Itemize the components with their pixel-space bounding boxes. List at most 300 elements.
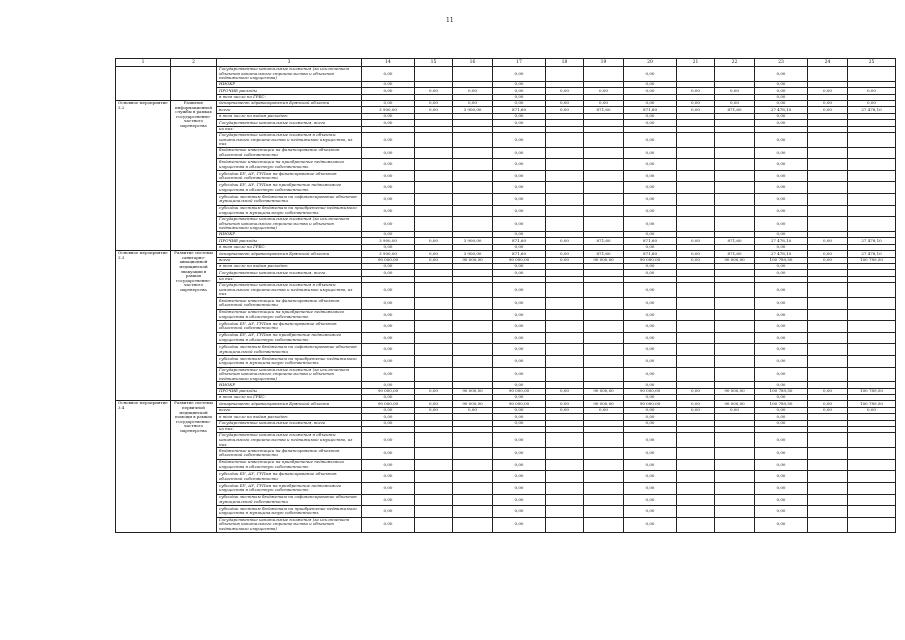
amount-cell bbox=[848, 506, 896, 518]
amount-cell: 0,00 bbox=[624, 170, 677, 182]
amount-cell: 90 000,00 bbox=[715, 388, 755, 394]
amount-cell: 0,00 bbox=[362, 147, 415, 159]
table-row bbox=[116, 355, 896, 367]
amount-cell bbox=[808, 355, 848, 367]
measure-code: Основное мероприятие 3.2 bbox=[116, 100, 171, 250]
amount-cell bbox=[808, 309, 848, 321]
amount-cell bbox=[546, 448, 584, 460]
amount-cell bbox=[808, 147, 848, 159]
amount-cell bbox=[584, 147, 624, 159]
amount-cell: 0,00 bbox=[493, 332, 546, 344]
expense-type-label: субсидии местным бюджетам на приобретение недвижимого имущества в муниципальную собственность bbox=[217, 506, 362, 518]
amount-cell bbox=[677, 205, 715, 217]
amount-cell bbox=[715, 517, 755, 532]
column-number: 19 bbox=[584, 59, 624, 67]
amount-cell bbox=[848, 517, 896, 532]
expense-type-label: всего bbox=[217, 257, 362, 263]
amount-cell: 0,00 bbox=[493, 297, 546, 309]
amount-cell: 0,00 bbox=[624, 113, 677, 119]
amount-cell: 0,00 bbox=[624, 448, 677, 460]
amount-cell bbox=[715, 433, 755, 448]
amount-cell: 90 000,00 bbox=[493, 388, 546, 394]
amount-cell bbox=[453, 459, 493, 471]
amount-cell: 0,00 bbox=[624, 414, 677, 420]
amount-cell: 871,60 bbox=[624, 107, 677, 113]
amount-cell: 0,00 bbox=[755, 459, 808, 471]
amount-cell bbox=[715, 482, 755, 494]
amount-cell: 0,00 bbox=[755, 270, 808, 276]
amount-cell: 0,00 bbox=[624, 100, 677, 106]
amount-cell: 0,00 bbox=[546, 238, 584, 244]
amount-cell bbox=[546, 494, 584, 506]
budget-table-sheet bbox=[115, 58, 896, 533]
amount-cell bbox=[715, 67, 755, 82]
amount-cell bbox=[546, 67, 584, 82]
amount-cell: 0,00 bbox=[493, 482, 546, 494]
amount-cell: 0,00 bbox=[362, 459, 415, 471]
amount-cell bbox=[808, 194, 848, 206]
amount-cell: 0,00 bbox=[808, 388, 848, 394]
table-row bbox=[116, 367, 896, 382]
amount-cell: 0,00 bbox=[362, 244, 415, 250]
amount-cell: 0,00 bbox=[755, 414, 808, 420]
amount-cell bbox=[677, 159, 715, 171]
column-number: 17 bbox=[493, 59, 546, 67]
amount-cell bbox=[584, 367, 624, 382]
amount-cell: 90 000,00 bbox=[624, 388, 677, 394]
amount-cell: 0,00 bbox=[362, 205, 415, 217]
amount-cell: 90 000,00 bbox=[493, 257, 546, 263]
column-number: 23 bbox=[755, 59, 808, 67]
amount-cell bbox=[584, 517, 624, 532]
measure-code: Основное мероприятие 3.3 bbox=[116, 251, 171, 401]
amount-cell: 0,00 bbox=[546, 107, 584, 113]
amount-cell: 100 789,50 bbox=[848, 401, 896, 407]
amount-cell: 871,60 bbox=[715, 107, 755, 113]
amount-cell: 0,00 bbox=[415, 107, 453, 113]
expense-type-label: в том числе по видам расходов: bbox=[217, 414, 362, 420]
amount-cell: 0,00 bbox=[362, 344, 415, 356]
amount-cell bbox=[453, 344, 493, 356]
amount-cell: 0,00 bbox=[755, 182, 808, 194]
amount-cell: 0,00 bbox=[493, 217, 546, 232]
amount-cell: 0,00 bbox=[624, 232, 677, 238]
amount-cell bbox=[848, 182, 896, 194]
column-number: 3 bbox=[217, 59, 362, 67]
amount-cell: 27 478,10 bbox=[755, 251, 808, 257]
amount-cell bbox=[848, 283, 896, 298]
amount-cell bbox=[584, 433, 624, 448]
table-row bbox=[116, 332, 896, 344]
expense-type-label: Государственные капитальные вложения (за исключением объектов капитального строительства и объектов недвижимого имущества) bbox=[217, 367, 362, 382]
expense-type-label: в том числе по видам расходов: bbox=[217, 113, 362, 119]
amount-cell: 0,00 bbox=[677, 401, 715, 407]
amount-cell bbox=[546, 471, 584, 483]
table-row bbox=[116, 309, 896, 321]
table-row bbox=[116, 459, 896, 471]
amount-cell bbox=[808, 67, 848, 82]
amount-cell: 871,60 bbox=[493, 251, 546, 257]
column-number: 24 bbox=[808, 59, 848, 67]
amount-cell: 0,00 bbox=[493, 367, 546, 382]
amount-cell bbox=[808, 433, 848, 448]
column-number: 16 bbox=[453, 59, 493, 67]
expense-type-label: бюджетные инвестиции на финансирование объектов областной собственности bbox=[217, 448, 362, 460]
amount-cell: 0,00 bbox=[415, 251, 453, 257]
amount-cell: 871,60 bbox=[624, 238, 677, 244]
amount-cell: 0,00 bbox=[755, 120, 808, 126]
amount-cell: 0,00 bbox=[755, 81, 808, 87]
amount-cell: 0,00 bbox=[755, 355, 808, 367]
amount-cell: 0,00 bbox=[848, 88, 896, 94]
amount-cell bbox=[808, 132, 848, 147]
amount-cell bbox=[453, 332, 493, 344]
amount-cell bbox=[415, 482, 453, 494]
amount-cell: 0,00 bbox=[755, 321, 808, 333]
amount-cell: 0,00 bbox=[755, 448, 808, 460]
amount-cell: 0,00 bbox=[755, 471, 808, 483]
amount-cell: 3 900,00 bbox=[362, 107, 415, 113]
amount-cell: 0,00 bbox=[755, 100, 808, 106]
amount-cell bbox=[584, 471, 624, 483]
amount-cell: 0,00 bbox=[362, 414, 415, 420]
amount-cell bbox=[453, 283, 493, 298]
amount-cell bbox=[848, 448, 896, 460]
amount-cell: 0,00 bbox=[362, 332, 415, 344]
amount-cell bbox=[415, 332, 453, 344]
amount-cell bbox=[415, 159, 453, 171]
amount-cell: 0,00 bbox=[362, 482, 415, 494]
amount-cell: 0,00 bbox=[493, 420, 546, 426]
expense-type-label: Государственные капитальные вложения, всего bbox=[217, 270, 362, 276]
amount-cell bbox=[415, 132, 453, 147]
amount-cell: 27 478,10 bbox=[848, 107, 896, 113]
amount-cell bbox=[677, 194, 715, 206]
measure-name: Развитие информационной службы в рамках государственно-частного партнерства bbox=[171, 100, 217, 250]
table-row bbox=[116, 170, 896, 182]
amount-cell bbox=[808, 297, 848, 309]
amount-cell: 0,00 bbox=[362, 517, 415, 532]
amount-cell bbox=[848, 159, 896, 171]
amount-cell: 0,00 bbox=[624, 194, 677, 206]
amount-cell bbox=[453, 471, 493, 483]
amount-cell: 0,00 bbox=[453, 88, 493, 94]
amount-cell bbox=[453, 433, 493, 448]
amount-cell: 0,00 bbox=[493, 283, 546, 298]
amount-cell: 0,00 bbox=[546, 401, 584, 407]
amount-cell: 0,00 bbox=[493, 244, 546, 250]
amount-cell: 0,00 bbox=[493, 471, 546, 483]
amount-cell bbox=[808, 448, 848, 460]
amount-cell: 0,00 bbox=[755, 344, 808, 356]
amount-cell bbox=[415, 459, 453, 471]
amount-cell bbox=[453, 217, 493, 232]
table-row bbox=[116, 182, 896, 194]
amount-cell bbox=[677, 448, 715, 460]
amount-cell bbox=[415, 182, 453, 194]
table-row bbox=[116, 448, 896, 460]
amount-cell bbox=[415, 217, 453, 232]
amount-cell: 0,00 bbox=[493, 517, 546, 532]
amount-cell bbox=[715, 194, 755, 206]
amount-cell: 0,00 bbox=[493, 459, 546, 471]
amount-cell bbox=[808, 217, 848, 232]
amount-cell bbox=[453, 182, 493, 194]
expense-type-label: в том числе по ГРБС: bbox=[217, 395, 362, 401]
amount-cell: 0,00 bbox=[493, 355, 546, 367]
amount-cell bbox=[715, 494, 755, 506]
amount-cell: 0,00 bbox=[493, 182, 546, 194]
amount-cell: 0,00 bbox=[362, 263, 415, 269]
amount-cell bbox=[677, 506, 715, 518]
amount-cell: 0,00 bbox=[493, 395, 546, 401]
amount-cell: 0,00 bbox=[362, 120, 415, 126]
expense-type-label: бюджетные инвестиции на финансирование объектов областной собственности bbox=[217, 147, 362, 159]
amount-cell: 0,00 bbox=[755, 159, 808, 171]
amount-cell bbox=[453, 506, 493, 518]
amount-cell bbox=[808, 482, 848, 494]
table-row bbox=[116, 297, 896, 309]
expense-type-label: субсидии БУ, АУ, ГУПам на финансирование объектов областной собственности bbox=[217, 471, 362, 483]
amount-cell: 0,00 bbox=[362, 367, 415, 382]
amount-cell: 0,00 bbox=[677, 107, 715, 113]
amount-cell: 100 789,50 bbox=[848, 257, 896, 263]
table-body bbox=[116, 67, 896, 533]
amount-cell bbox=[677, 367, 715, 382]
amount-cell: 0,00 bbox=[755, 506, 808, 518]
amount-cell: 0,00 bbox=[493, 159, 546, 171]
amount-cell bbox=[677, 494, 715, 506]
expense-type-label: в том числе по ГРБС: bbox=[217, 244, 362, 250]
amount-cell bbox=[546, 321, 584, 333]
amount-cell: 0,00 bbox=[624, 506, 677, 518]
expense-type-label: ПРОЧИЕ расходы bbox=[217, 388, 362, 394]
amount-cell bbox=[546, 309, 584, 321]
amount-cell: 0,00 bbox=[493, 494, 546, 506]
expense-type-label: в том числе по видам расходов: bbox=[217, 263, 362, 269]
expense-type-label: из них: bbox=[217, 126, 362, 132]
table-row bbox=[116, 344, 896, 356]
amount-cell bbox=[415, 283, 453, 298]
amount-cell bbox=[453, 482, 493, 494]
amount-cell: 0,00 bbox=[493, 232, 546, 238]
amount-cell: 0,00 bbox=[493, 321, 546, 333]
amount-cell: 0,00 bbox=[624, 244, 677, 250]
table-row bbox=[116, 67, 896, 82]
expense-type-label: субсидии БУ, АУ, ГУПам на финансирование объектов областной собственности bbox=[217, 170, 362, 182]
amount-cell bbox=[677, 283, 715, 298]
amount-cell: 0,00 bbox=[493, 448, 546, 460]
amount-cell bbox=[808, 471, 848, 483]
amount-cell bbox=[415, 494, 453, 506]
amount-cell bbox=[715, 367, 755, 382]
expense-type-label: Государственные капитальные вложения (за исключением объектов капитального строительства и объектов недвижимого имущества) bbox=[217, 67, 362, 82]
column-number: 15 bbox=[415, 59, 453, 67]
expense-type-label: Государственные капитальные вложения, всего bbox=[217, 420, 362, 426]
amount-cell: 0,00 bbox=[624, 309, 677, 321]
amount-cell: 0,00 bbox=[755, 205, 808, 217]
amount-cell bbox=[584, 194, 624, 206]
amount-cell: 0,00 bbox=[755, 482, 808, 494]
amount-cell bbox=[584, 482, 624, 494]
amount-cell bbox=[546, 182, 584, 194]
amount-cell: 0,00 bbox=[808, 401, 848, 407]
amount-cell: 0,00 bbox=[624, 355, 677, 367]
amount-cell: 0,00 bbox=[624, 420, 677, 426]
amount-cell: 0,00 bbox=[493, 270, 546, 276]
amount-cell bbox=[677, 355, 715, 367]
amount-cell: 3 900,00 bbox=[362, 238, 415, 244]
expense-type-label: субсидии местным бюджетам на приобретение недвижимого имущества в муниципальную собственность bbox=[217, 355, 362, 367]
amount-cell bbox=[715, 283, 755, 298]
amount-cell: 0,00 bbox=[546, 88, 584, 94]
amount-cell bbox=[453, 367, 493, 382]
amount-cell bbox=[453, 205, 493, 217]
amount-cell bbox=[677, 459, 715, 471]
amount-cell: 0,00 bbox=[755, 309, 808, 321]
amount-cell: 0,00 bbox=[755, 420, 808, 426]
amount-cell bbox=[715, 132, 755, 147]
amount-cell: 0,00 bbox=[677, 100, 715, 106]
amount-cell: 0,00 bbox=[415, 88, 453, 94]
amount-cell: 0,00 bbox=[493, 382, 546, 388]
amount-cell: 90 000,00 bbox=[493, 401, 546, 407]
amount-cell: 0,00 bbox=[715, 88, 755, 94]
amount-cell bbox=[453, 170, 493, 182]
amount-cell: 90 000,00 bbox=[362, 388, 415, 394]
expense-type-label: субсидии БУ, АУ, ГУПам на приобретение недвижимого имущества в областную собственность bbox=[217, 182, 362, 194]
amount-cell bbox=[808, 517, 848, 532]
amount-cell: 0,00 bbox=[493, 113, 546, 119]
amount-cell bbox=[715, 448, 755, 460]
amount-cell: 0,00 bbox=[362, 433, 415, 448]
amount-cell: 100 789,50 bbox=[755, 401, 808, 407]
amount-cell: 0,00 bbox=[362, 132, 415, 147]
amount-cell: 0,00 bbox=[848, 407, 896, 413]
amount-cell: 0,00 bbox=[415, 401, 453, 407]
amount-cell bbox=[584, 459, 624, 471]
amount-cell: 0,00 bbox=[808, 107, 848, 113]
amount-cell bbox=[453, 297, 493, 309]
amount-cell: 0,00 bbox=[624, 382, 677, 388]
expense-type-label: департамент здравоохранения Брянской области bbox=[217, 100, 362, 106]
amount-cell: 0,00 bbox=[624, 120, 677, 126]
amount-cell: 0,00 bbox=[624, 147, 677, 159]
column-number: 22 bbox=[715, 59, 755, 67]
amount-cell bbox=[453, 321, 493, 333]
amount-cell bbox=[848, 170, 896, 182]
amount-cell bbox=[677, 170, 715, 182]
amount-cell: 0,00 bbox=[493, 67, 546, 82]
amount-cell bbox=[453, 517, 493, 532]
amount-cell bbox=[415, 344, 453, 356]
amount-cell bbox=[546, 433, 584, 448]
amount-cell bbox=[546, 482, 584, 494]
amount-cell: 100 789,50 bbox=[755, 257, 808, 263]
amount-cell bbox=[584, 506, 624, 518]
amount-cell bbox=[584, 283, 624, 298]
amount-cell: 0,00 bbox=[624, 217, 677, 232]
amount-cell: 0,00 bbox=[624, 517, 677, 532]
amount-cell bbox=[453, 67, 493, 82]
amount-cell: 0,00 bbox=[755, 194, 808, 206]
amount-cell: 0,00 bbox=[755, 244, 808, 250]
amount-cell bbox=[715, 159, 755, 171]
table-row bbox=[116, 433, 896, 448]
table-row bbox=[116, 494, 896, 506]
amount-cell: 0,00 bbox=[624, 344, 677, 356]
amount-cell bbox=[584, 297, 624, 309]
amount-cell: 0,00 bbox=[755, 132, 808, 147]
column-number: 25 bbox=[848, 59, 896, 67]
amount-cell: 0,00 bbox=[755, 263, 808, 269]
amount-cell bbox=[546, 147, 584, 159]
amount-cell: 0,00 bbox=[362, 494, 415, 506]
amount-cell: 0,00 bbox=[362, 321, 415, 333]
amount-cell bbox=[546, 170, 584, 182]
column-number: 14 bbox=[362, 59, 415, 67]
amount-cell: 0,00 bbox=[755, 147, 808, 159]
expense-type-label: НИОКР bbox=[217, 81, 362, 87]
amount-cell: 0,00 bbox=[624, 283, 677, 298]
amount-cell: 0,00 bbox=[546, 100, 584, 106]
amount-cell: 0,00 bbox=[584, 407, 624, 413]
amount-cell bbox=[848, 344, 896, 356]
amount-cell: 0,00 bbox=[755, 332, 808, 344]
amount-cell bbox=[453, 132, 493, 147]
column-number: 20 bbox=[624, 59, 677, 67]
amount-cell: 0,00 bbox=[415, 100, 453, 106]
amount-cell: 0,00 bbox=[808, 100, 848, 106]
amount-cell bbox=[546, 132, 584, 147]
expense-type-label: субсидии местным бюджетам на софинансирование объектов муниципальной собственности bbox=[217, 344, 362, 356]
amount-cell bbox=[415, 448, 453, 460]
expense-type-label: из них: bbox=[217, 276, 362, 282]
amount-cell bbox=[584, 332, 624, 344]
amount-cell bbox=[677, 517, 715, 532]
amount-cell: 0,00 bbox=[624, 332, 677, 344]
amount-cell bbox=[415, 170, 453, 182]
amount-cell: 0,00 bbox=[493, 147, 546, 159]
amount-cell: 871,60 bbox=[584, 238, 624, 244]
amount-cell bbox=[584, 344, 624, 356]
amount-cell: 0,00 bbox=[715, 100, 755, 106]
amount-cell: 0,00 bbox=[362, 81, 415, 87]
amount-cell bbox=[848, 147, 896, 159]
amount-cell: 0,00 bbox=[808, 251, 848, 257]
amount-cell bbox=[808, 321, 848, 333]
amount-cell: 0,00 bbox=[362, 194, 415, 206]
expense-type-label: бюджетные инвестиции на финансирование объектов областной собственности bbox=[217, 297, 362, 309]
expense-type-label: Государственные капитальные вложения в объекты капитального строительства и недвижимое имущество, из них bbox=[217, 433, 362, 448]
expense-type-label: Государственные капитальные вложения (за исключением объектов капитального строительства и объектов недвижимого имущества) bbox=[217, 217, 362, 232]
amount-cell bbox=[677, 433, 715, 448]
amount-cell: 0,00 bbox=[624, 459, 677, 471]
amount-cell bbox=[848, 471, 896, 483]
amount-cell: 0,00 bbox=[808, 407, 848, 413]
amount-cell bbox=[677, 344, 715, 356]
amount-cell bbox=[453, 494, 493, 506]
amount-cell: 0,00 bbox=[677, 88, 715, 94]
amount-cell: 871,60 bbox=[715, 251, 755, 257]
amount-cell: 0,00 bbox=[755, 382, 808, 388]
expense-type-label: ПРОЧИЕ расходы bbox=[217, 238, 362, 244]
amount-cell bbox=[715, 205, 755, 217]
amount-cell: 3 900,00 bbox=[453, 238, 493, 244]
amount-cell bbox=[715, 182, 755, 194]
amount-cell bbox=[546, 344, 584, 356]
amount-cell bbox=[677, 67, 715, 82]
